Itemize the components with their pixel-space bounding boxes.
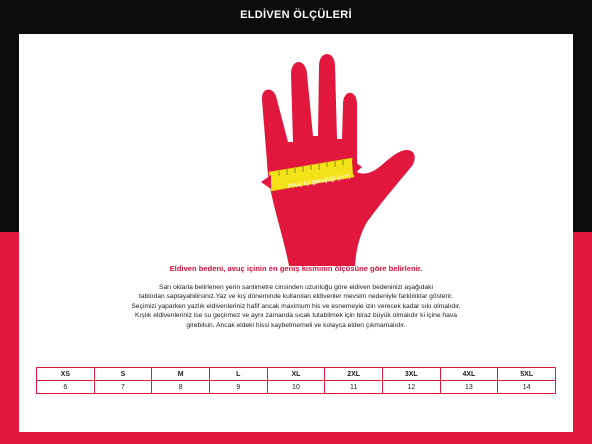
measurement-cell: 8 (152, 381, 210, 394)
measurement-cell: 7 (94, 381, 152, 394)
measurement-cell: 13 (440, 381, 498, 394)
description-line: Seçimizi yaparken yazlık eldivenleriniz hafif ancak maximum his ve esnemeyie izin verecek kadar sıkı olmalıdır. (131, 302, 461, 310)
measurement-row (37, 381, 556, 394)
size-cell: M (152, 368, 210, 381)
description-line: girebilsin. Ancak eldeki hissi kaybetmemeli ve kolayca elden çıkmamalıdır. (186, 321, 406, 329)
size-row (37, 368, 556, 381)
hand-icon (227, 44, 427, 266)
description-line: Sarı oklarla belirlenen yerin santimetre cinsinden uzunluğu göre eldiven bedeninizi aşağıdaki (159, 284, 433, 291)
size-cell: 3XL (382, 368, 440, 381)
size-guide-headline: Eldiven bedeni, avuç içinin en geniş kısmının ölçüsüne göre belirlenir. (169, 264, 423, 273)
size-cell: XL (267, 368, 325, 381)
description-line: tablodan saptayabilirsiniz.Yaz ve kış döneminde kullanılan eldivenler mevsim nedeniyle farklılıklar gösterir. (139, 293, 453, 301)
size-guide-description (89, 283, 503, 330)
size-cell: XS (37, 368, 95, 381)
size-cell: 5XL (498, 368, 556, 381)
measurement-cell: 6 (37, 381, 95, 394)
measurement-cell: 11 (325, 381, 383, 394)
size-cell: 2XL (325, 368, 383, 381)
measurement-cell: 12 (382, 381, 440, 394)
size-guide-card (19, 34, 573, 432)
measurement-cell: 10 (267, 381, 325, 394)
description-line: Kışlık eldivenleriniz ise su geçirmez ve aynı zamanda sıcak tutabilmek için biraz büyük olmalıdır ki içine hava (135, 312, 457, 320)
size-cell: L (209, 368, 267, 381)
measurement-cell: 9 (209, 381, 267, 394)
size-cell: S (94, 368, 152, 381)
size-cell: 4XL (440, 368, 498, 381)
page-title: ELDİVEN ÖLÇÜLERİ (240, 9, 352, 21)
size-table (36, 367, 556, 394)
measurement-cell: 14 (498, 381, 556, 394)
palm-width-label: Avuç içi genişliği (cm) (287, 173, 351, 190)
